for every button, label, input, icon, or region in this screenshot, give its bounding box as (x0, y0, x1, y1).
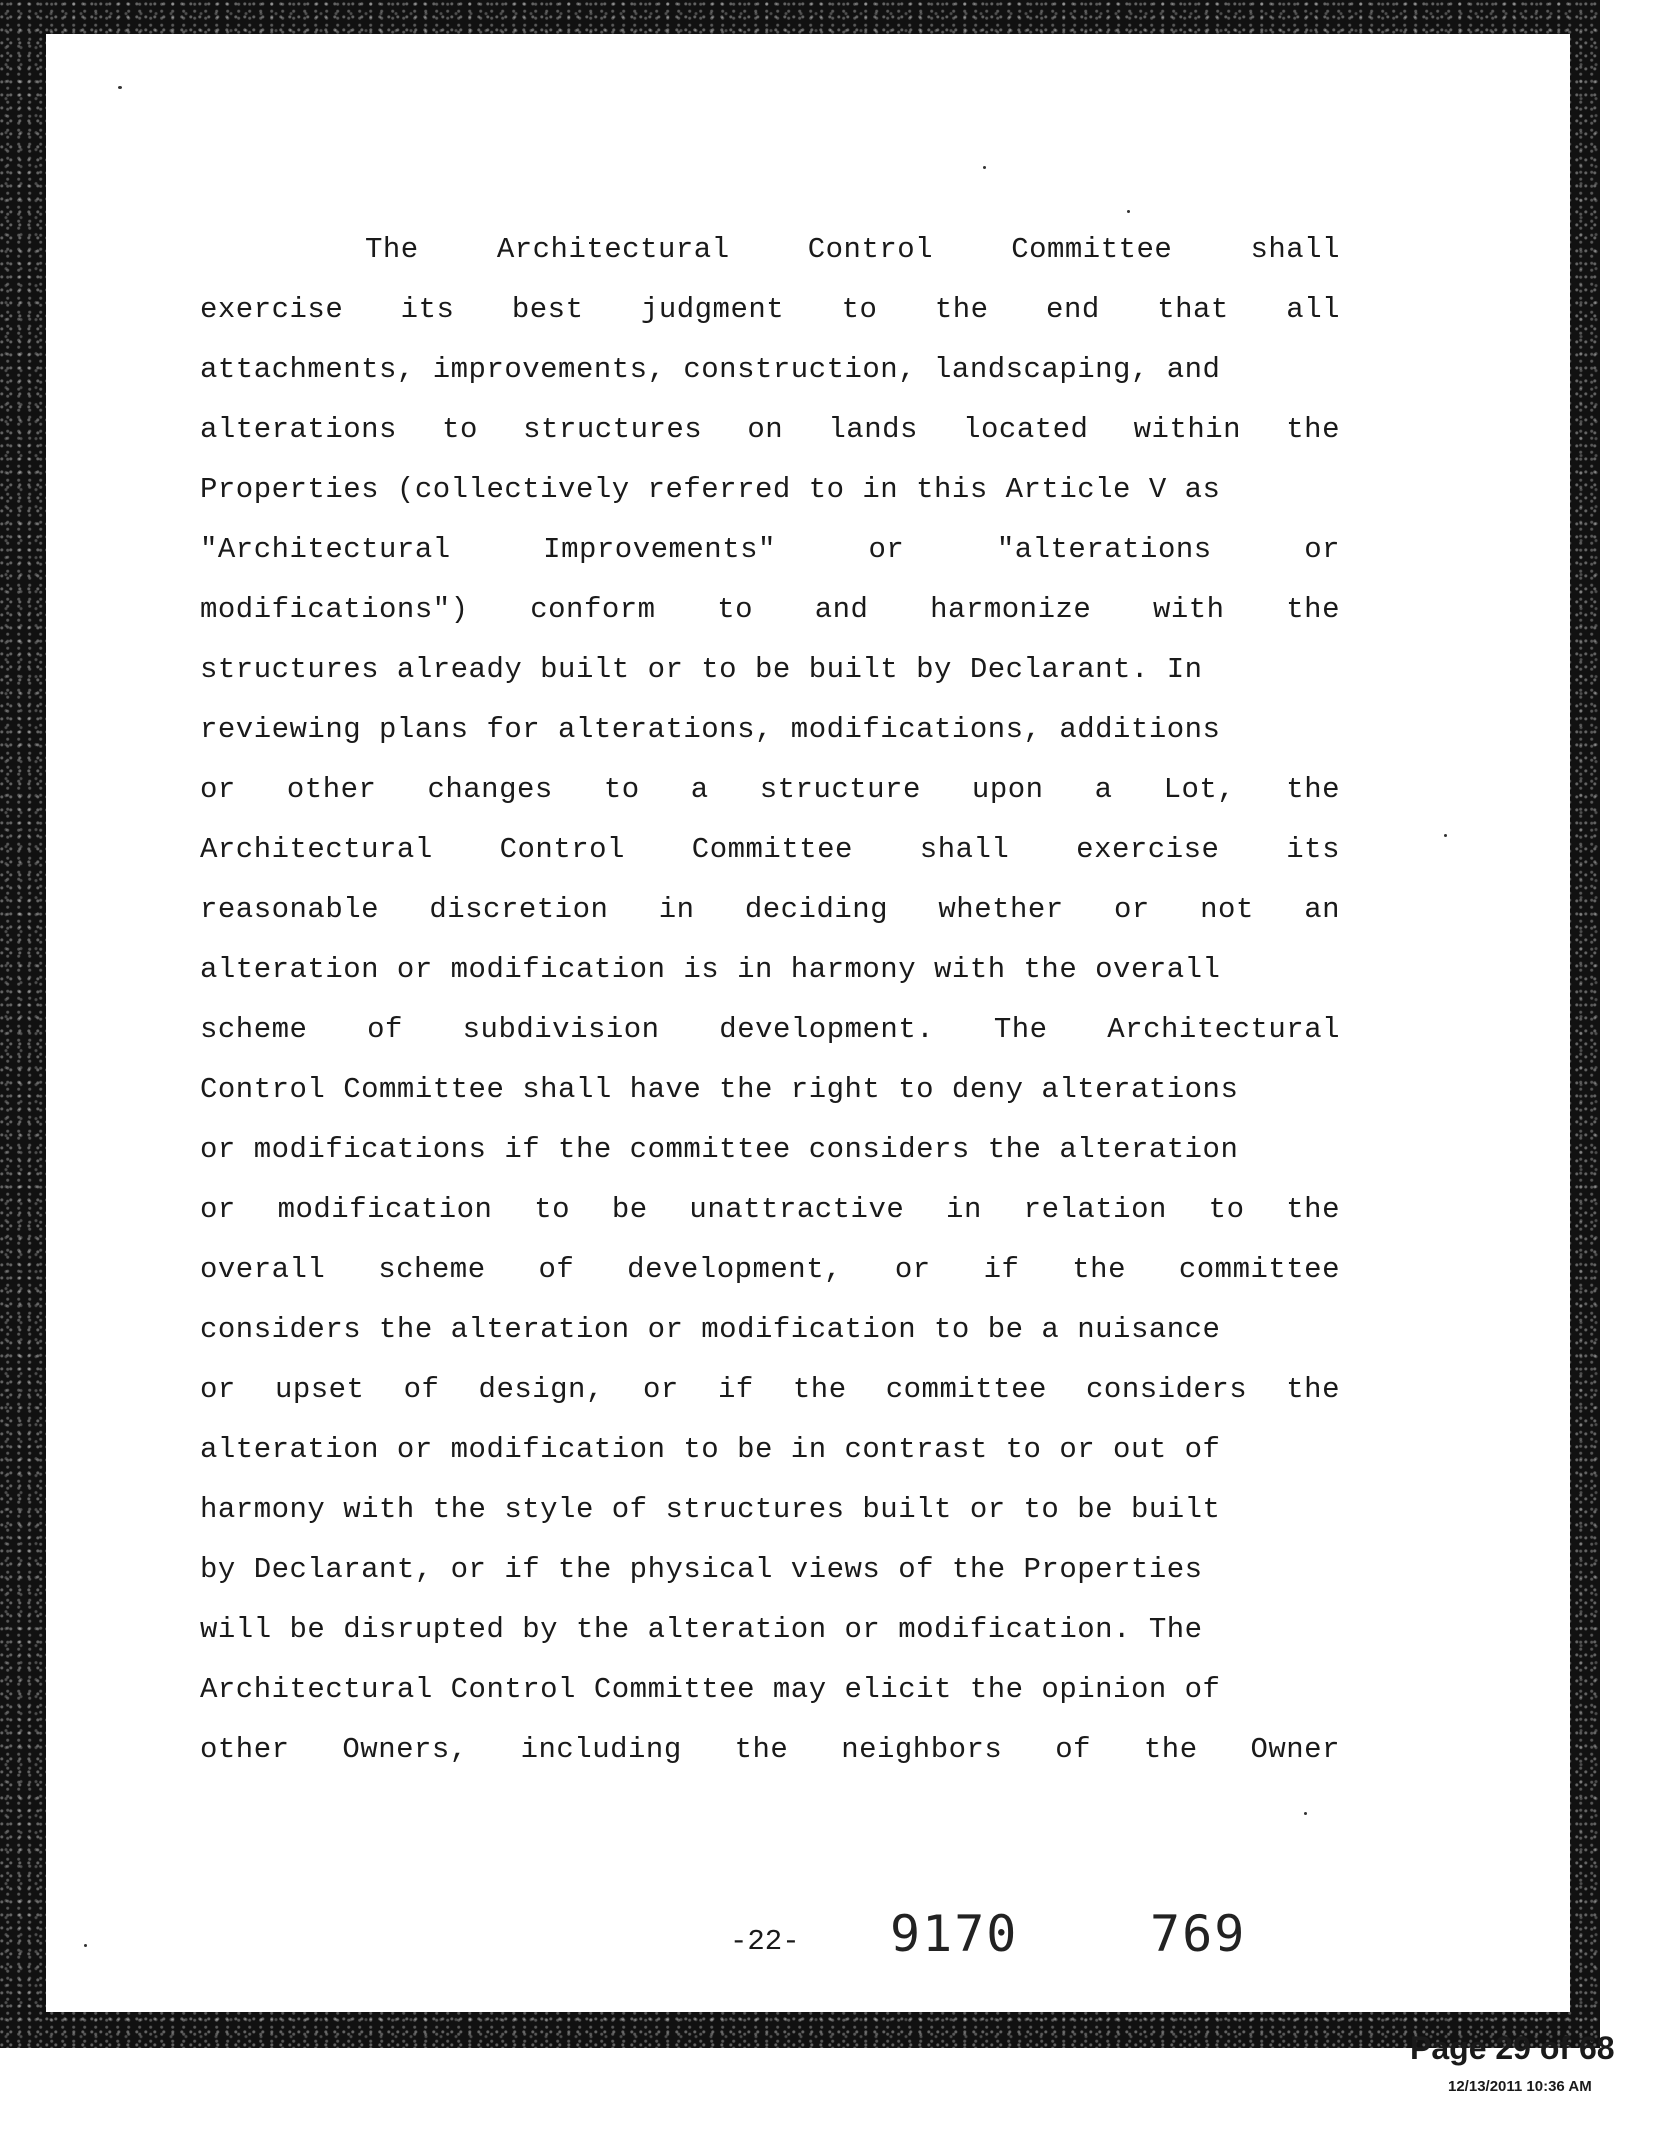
scan-speck (84, 1944, 87, 1947)
paragraph-line: or other changes to a structure upon a Lot, the (200, 773, 1340, 806)
page-number: -22- (730, 1925, 800, 1958)
paragraph-line: considers the alteration or modification to be a nuisance (200, 1313, 1221, 1346)
paragraph-line: Architectural Control Committee may elicit the opinion of (200, 1673, 1221, 1706)
paragraph-line: attachments, improvements, construction, landscaping, and (200, 353, 1221, 386)
recording-book-number: 9170 (890, 1905, 1019, 1963)
scan-speck (118, 86, 122, 89)
paragraph-line: "Architectural Improvements" or "alterations or (200, 533, 1340, 566)
paragraph-line: other Owners, including the neighbors of the Owner (200, 1733, 1340, 1766)
paragraph-line: alteration or modification is in harmony with the overall (200, 953, 1221, 986)
paragraph-line: structures already built or to be built by Declarant. In (200, 653, 1203, 686)
paragraph-line: will be disrupted by the alteration or modification. The (200, 1613, 1203, 1646)
paragraph-line: reasonable discretion in deciding whether or not an (200, 893, 1340, 926)
paragraph-line: exercise its best judgment to the end that all (200, 293, 1340, 326)
paragraph-line: modifications") conform to and harmonize with the (200, 593, 1340, 626)
paragraph-line: Control Committee shall have the right to deny alterations (200, 1073, 1239, 1106)
paragraph-line: or modification to be unattractive in relation to the (200, 1193, 1340, 1226)
paragraph-line: alterations to structures on lands located within the (200, 413, 1340, 446)
paragraph-line: Architectural Control Committee shall exercise its (200, 833, 1340, 866)
paragraph-line: by Declarant, or if the physical views of the Properties (200, 1553, 1203, 1586)
scan-speck (1444, 834, 1447, 837)
paragraph-line: Properties (collectively referred to in this Article V as (200, 473, 1221, 506)
page-counter: Page 29 of 68 (1410, 2030, 1615, 2066)
scan-speck (1304, 1812, 1307, 1815)
body-paragraph (200, 220, 1340, 1780)
paragraph-line: or upset of design, or if the committee considers the (200, 1373, 1340, 1406)
paragraph-line: overall scheme of development, or if the committee (200, 1253, 1340, 1286)
paragraph-line: alteration or modification to be in contrast to or out of (200, 1433, 1221, 1466)
scan-speck (983, 166, 986, 169)
paragraph-line: scheme of subdivision development. The Architectural (200, 1013, 1340, 1046)
scan-speck (1127, 210, 1130, 213)
paragraph-line: harmony with the style of structures built or to be built (200, 1493, 1221, 1526)
paragraph-line: reviewing plans for alterations, modifications, additions (200, 713, 1221, 746)
print-timestamp: 12/13/2011 10:36 AM (1448, 2078, 1592, 2095)
paragraph-line: The Architectural Control Committee shall (365, 233, 1340, 266)
paragraph-line: or modifications if the committee considers the alteration (200, 1133, 1239, 1166)
recording-page-number: 769 (1150, 1905, 1247, 1963)
